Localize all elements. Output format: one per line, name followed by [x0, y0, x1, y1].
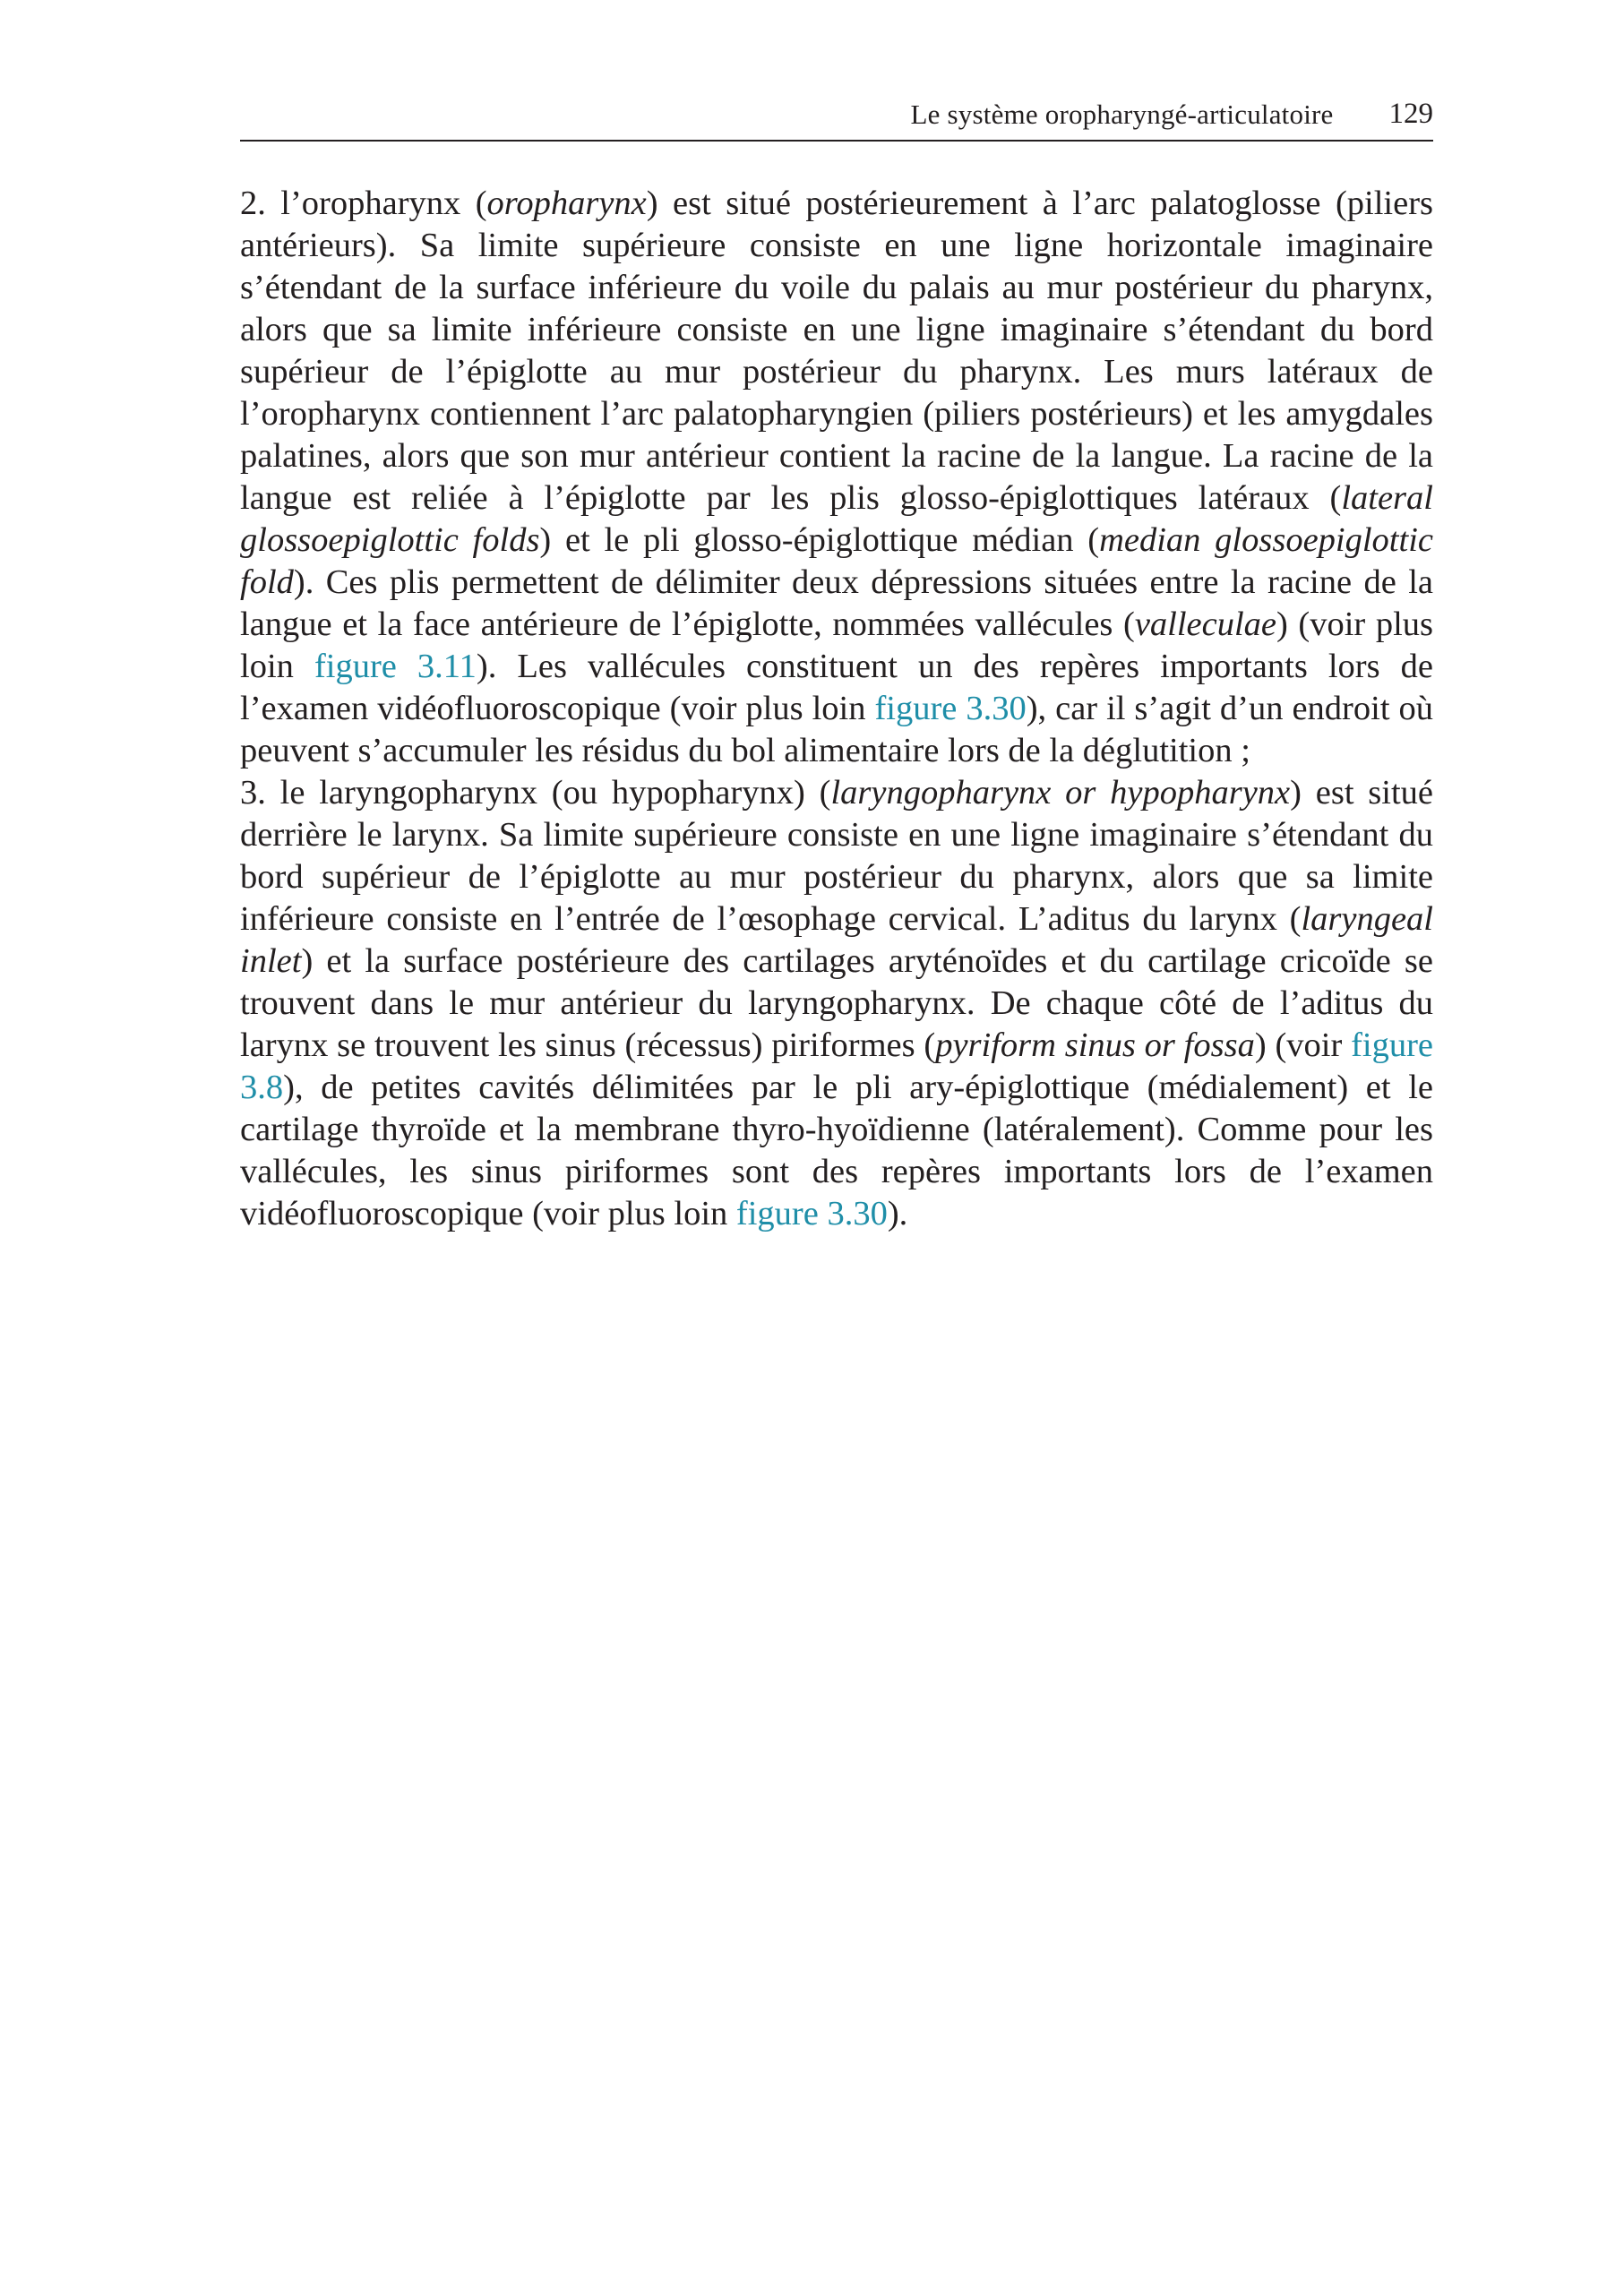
latin-term: median glossoepiglottic fold — [240, 521, 1433, 601]
page-number: 129 — [1388, 98, 1433, 130]
body-text — [240, 183, 1433, 1235]
text-run: ), de petites cavités délimitées par le pli ary-épiglottique (médialement) et le cartilage thyroïde et la membrane thyro-hyoïdienne (latéralement). Comme pour les vallécules, les sinus piriformes sont des repères importants lors de l’examen vidéofluoroscopique (voir plus loin — [240, 1069, 1433, 1232]
text-run: ). — [887, 1195, 908, 1232]
latin-term: pyriform sinus or fossa — [935, 1026, 1255, 1064]
text-run: ) (voir — [1254, 1026, 1352, 1064]
latin-term: laryngopharynx or hypopharynx — [830, 774, 1291, 812]
text-run: 2. l’oropharynx ( — [240, 185, 487, 222]
latin-term: lateral glossoepiglottic folds — [240, 479, 1433, 559]
running-header — [240, 88, 1433, 142]
figure-reference-link[interactable]: figure 3.11 — [314, 648, 477, 685]
text-run: ). Ces plis permettent de délimiter deux dépressions situées entre la racine de la langue et la face antérieure de l’épiglotte, nommées vallécules ( — [240, 563, 1433, 643]
paragraph-oropharynx — [240, 183, 1433, 772]
figure-reference-link[interactable]: figure 3.30 — [735, 1195, 888, 1232]
text-run: ). Les vallécules constituent un des repères importants lors de l’examen vidéofluoroscopique (voir plus loin — [240, 648, 1433, 727]
paragraph-laryngopharynx — [240, 772, 1433, 1235]
latin-term: oropharynx — [486, 185, 647, 222]
text-run: ) est situé postérieurement à l’arc palatoglosse (piliers antérieurs). Sa limite supérieure consiste en une ligne horizontale imaginaire s’étendant de la surface inférieure du voile du palais au mur postérieur du pharynx, alors que sa limite inférieure consiste en une ligne imaginaire s’étendant du bord supérieur de l’épiglotte au mur postérieur du pharynx. Les murs latéraux de l’oropharynx contiennent l’arc palatopharyngien (piliers postérieurs) et les amygdales palatines, alors que son mur antérieur contient la racine de la langue. La racine de la langue est reliée à l’épiglotte par les plis glosso-épiglottiques latéraux ( — [240, 185, 1433, 517]
text-run: ), car il s’agit d’un endroit où peuvent s’accumuler les résidus du bol alimentaire lors de la déglutition ; — [240, 690, 1433, 769]
figure-reference-link[interactable]: figure 3.8 — [240, 1026, 1433, 1106]
running-header-title: Le système oropharyngé-articulatoire — [910, 99, 1334, 130]
text-run: ) est situé derrière le larynx. Sa limite supérieure consiste en une ligne imaginaire s’étendant du bord supérieur de l’épiglotte au mur postérieur du pharynx, alors que sa limite inférieure consiste en l’entrée de l’œsophage cervical. L’aditus du larynx ( — [240, 774, 1434, 938]
text-run: ) et la surface postérieure des cartilages aryténoïdes et du cartilage cricoïde se trouvent dans le mur antérieur du laryngopharynx. De chaque côté de l’aditus du larynx se trouvent les sinus (récessus) piriformes ( — [240, 942, 1433, 1064]
text-run: ) et le pli glosso-épiglottique médian ( — [539, 521, 1100, 559]
figure-reference-link[interactable]: figure 3.30 — [874, 690, 1027, 727]
text-run: ) (voir plus loin — [240, 605, 1433, 685]
text-run: 3. le laryngopharynx (ou hypopharynx) ( — [240, 774, 831, 812]
latin-term: valleculae — [1134, 605, 1277, 643]
latin-term: laryngeal inlet — [240, 900, 1433, 980]
